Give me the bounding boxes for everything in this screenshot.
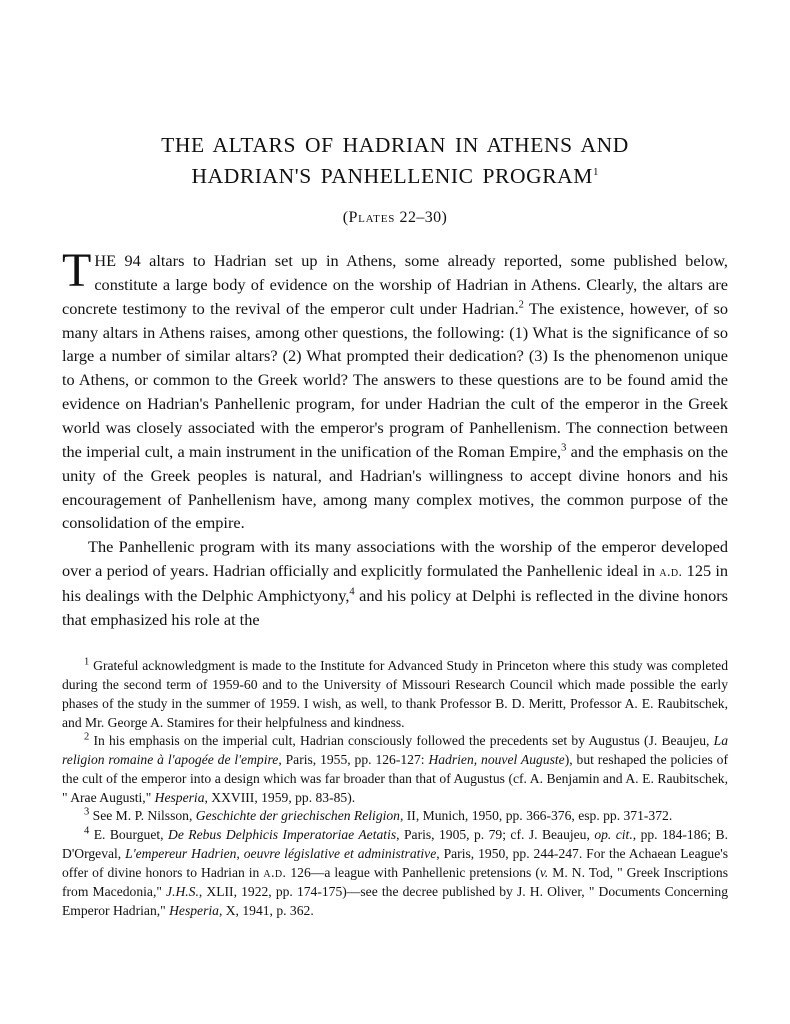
- paragraph-2-segment-1: The Panhellenic program with its many associations with the worship of the emperor developed over a period of years. Hadrian officially and explicitly formulated the Panhellenic ideal in: [62, 537, 728, 581]
- footnote-2-italic-2: Hadrien, nouvel Auguste: [428, 752, 565, 768]
- footnote-4-segment-6: M. N. Tod, " Greek Inscriptions from Macedonia,": [62, 864, 728, 899]
- footnote-2-segment-3: ), but reshaped the policies of the cult of the emperor into a design which was far broader than that of Augustus (cf. A. Benjamin and A. E. Raubitschek, " Arae Augusti,": [62, 752, 728, 805]
- footnote-2-italic-3: Hesperia: [154, 789, 205, 805]
- footnote-2-segment-2: , Paris, 1955, pp. 126-127:: [278, 752, 429, 768]
- body-text: [62, 244, 729, 631]
- footnote-4-segment-1: E. Bourguet,: [93, 827, 168, 843]
- footnote-2-segment-4: , XXVIII, 1959, pp. 83-85).: [204, 789, 356, 805]
- paragraph-2: [62, 535, 728, 631]
- footnote-4-italic-5: J.H.S.: [166, 883, 199, 899]
- plates-range: 22–30): [399, 209, 448, 227]
- footnote-ref-4: 4: [349, 586, 355, 598]
- footnotes-section: [62, 657, 728, 920]
- footnote-4-italic-2: op. cit.: [594, 827, 633, 843]
- footnote-4-segment-7: , XLII, 1922, pp. 174-175)—see the decree published by J. H. Oliver, " Documents Concerning Emperor Hadrian,": [62, 883, 728, 918]
- footnote-2-marker: 2: [84, 731, 90, 743]
- footnote-4-segment-5: 126—a league with Panhellenic pretensions (: [286, 864, 540, 880]
- plates-label: Plates: [348, 209, 396, 227]
- plates-paren-open: (: [342, 209, 349, 227]
- title-line-2-text: HADRIAN'S PANHELLENIC PROGRAM: [191, 163, 594, 188]
- footnote-1: [62, 657, 728, 732]
- footnote-2-italic-1: La religion romaine à l'apogée de l'empire: [62, 733, 728, 768]
- title-line-2: [62, 161, 728, 192]
- footnote-ref-3: 3: [561, 442, 567, 454]
- footnote-4: [62, 826, 728, 920]
- footnote-4-italic-6: Hesperia: [169, 902, 219, 918]
- plates-line: [62, 209, 728, 227]
- paragraph-1-segment-3: and the emphasis on the unity of the Greek peoples is natural, and Hadrian's willingness to accept divine honors and his encouragement of Panhellenism have, among many complex motives, the common purpose of the consolidation of the empire.: [62, 441, 729, 533]
- footnote-3: [62, 807, 728, 826]
- footnote-3-segment-1: See M. P. Nilsson,: [92, 808, 196, 824]
- title-line-1: THE ALTARS OF HADRIAN IN ATHENS AND: [161, 133, 629, 157]
- footnote-4-italic-3: L'empereur Hadrien, oeuvre législative et administrative: [125, 845, 437, 861]
- footnote-ref-2: 2: [518, 299, 524, 311]
- footnote-4-segment-2: , Paris, 1905, p. 79; cf. J. Beaujeu,: [396, 827, 595, 843]
- title-footnote-marker: 1: [593, 165, 599, 178]
- footnote-4-italic-1: De Rebus Delphicis Imperatoriae Aetatis: [168, 827, 397, 843]
- drop-cap: T: [62, 244, 92, 298]
- paragraph-1: [62, 244, 729, 535]
- page-title: [62, 130, 728, 191]
- footnote-3-marker: 3: [84, 806, 90, 818]
- footnote-1-marker: 1: [84, 656, 90, 668]
- paragraph-2-segment-2: 125 in his dealings with the Delphic Amphictyony,: [62, 561, 729, 605]
- paragraph-2-smallcaps-ad: a.d.: [659, 565, 683, 581]
- footnote-4-marker: 4: [84, 825, 90, 837]
- paragraph-1-segment-2: The existence, however, of so many altars in Athens raises, among other questions, the following: (1) What is the significance of so large a number of similar altars? (2) What prompted their dedication? (3) Is the phenomenon unique to Athens, or common to the Greek world? The answers to these questions are to be found amid the evidence on Hadrian's Panhellenic program, for under Hadrian the cult of the emperor in the Greek world was closely associated with the emperor's program of Panhellenism. The connection between the imperial cult, a main instrument in the unification of the Roman Empire,: [62, 298, 729, 461]
- footnote-4-segment-8: , X, 1941, p. 362.: [218, 902, 314, 918]
- footnote-3-italic-1: Geschichte der griechischen Religion: [195, 808, 400, 824]
- footnote-2: [62, 732, 728, 807]
- footnote-1-text: Grateful acknowledgment is made to the Institute for Advanced Study in Princeton where this study was completed during the second term of 1959-60 and to the University of Missouri Research Council which made possible the early phases of the study in the summer of 1959. I wish, as well, to thank Professor B. D. Meritt, Professor A. E. Raubitschek, and Mr. George A. Stamires for their helpfulness and kindness.: [62, 658, 728, 730]
- footnote-4-segment-4: , Paris, 1950, pp. 244-247. For the Achaean League's offer of divine honors to Hadrian in: [62, 845, 728, 880]
- paragraph-1-segment-1: HE 94 altars to Hadrian set up in Athens, some already reported, some published below, constitute a large body of evidence on the worship of Hadrian in Athens. Clearly, the altars are concrete testimony to the revival of the emperor cult under Hadrian.: [62, 251, 728, 318]
- footnote-2-segment-1: In his emphasis on the imperial cult, Hadrian consciously followed the precedents set by Augustus (J. Beaujeu,: [93, 733, 714, 749]
- paragraph-2-segment-3: and his policy at Delphi is reflected in the divine honors that emphasized his role at the: [62, 585, 728, 629]
- footnote-3-segment-2: , II, Munich, 1950, pp. 366-376, esp. pp. 371-372.: [399, 808, 673, 824]
- footnote-4-segment-3: , pp. 184-186; B. D'Orgeval,: [62, 827, 728, 861]
- footnote-4-smallcaps-ad: a.d.: [263, 865, 287, 881]
- footnote-4-italic-4: v.: [539, 864, 549, 880]
